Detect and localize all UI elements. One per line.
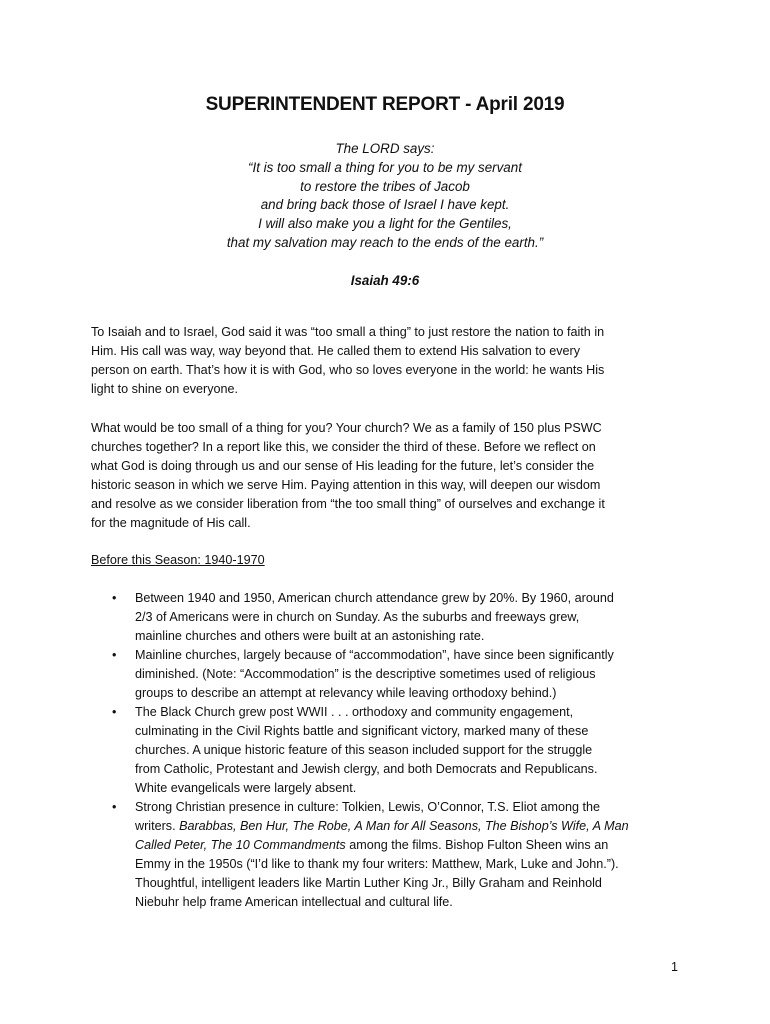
paragraph-line: person on earth. That’s how it is with God, who so loves everyone in the world: he wants His [91, 363, 605, 377]
page-number: 1 [670, 960, 678, 974]
film-titles: Called Peter, The 10 Commandments [135, 838, 346, 852]
list-item-line: Between 1940 and 1950, American church attendance grew by 20%. By 1960, around [135, 591, 614, 605]
paragraph-question [91, 419, 691, 533]
list-item-line: churches. A unique historic feature of this season included support for the struggle [135, 743, 593, 757]
bullet-icon: • [112, 591, 117, 605]
scripture-quote [0, 140, 770, 253]
list-item-line: White evangelicals were largely absent. [135, 781, 357, 795]
section-heading: Before this Season: 1940-1970 [91, 553, 265, 567]
list-item-line: diminished. (Note: “Accommodation” is the descriptive sometimes used of religious [135, 667, 596, 681]
bullet-icon: • [112, 800, 117, 814]
list-item-line: Mainline churches, largely because of “accommodation”, have since been significantly [135, 648, 614, 662]
list-item [112, 589, 712, 646]
verse-line: “It is too small a thing for you to be my servant [248, 159, 522, 175]
verse-line: that my salvation may reach to the ends of the earth.” [226, 234, 544, 250]
list-item-line: mainline churches and others were built at an astonishing rate. [135, 629, 485, 643]
list-item-line: groups to describe an attempt at relevancy while leaving orthodoxy behind.) [135, 686, 557, 700]
list-item [112, 798, 712, 912]
paragraph-line: what God is doing through us and our sense of His leading for the future, let’s consider the [91, 459, 595, 473]
paragraph-line: churches together? In a report like this, we consider the third of these. Before we reflect on [91, 440, 596, 454]
list-item-line: Niebuhr help frame American intellectual and cultural life. [135, 895, 453, 909]
list-item [112, 703, 712, 798]
verse-line: and bring back those of Israel I have kept. [260, 197, 510, 213]
page-title: SUPERINTENDENT REPORT - April 2019 [205, 94, 565, 115]
list-item-line: 2/3 of Americans were in church on Sunday. As the suburbs and freeways grew, [135, 610, 580, 624]
list-item-line: culminating in the Civil Rights battle and significant victory, marked many of these [135, 724, 589, 738]
paragraph-intro [91, 323, 691, 399]
list-item-line: Emmy in the 1950s (“I’d like to thank my four writers: Matthew, Mark, Luke and John.”). [135, 857, 619, 871]
verse-line: to restore the tribes of Jacob [300, 178, 470, 194]
film-titles: Barabbas, Ben Hur, The Robe, A Man for All Seasons, The Bishop’s Wife, A Man [179, 819, 629, 833]
list-item-line: The Black Church grew post WWII . . . orthodoxy and community engagement, [135, 705, 574, 719]
paragraph-line: for the magnitude of His call. [91, 516, 251, 530]
paragraph-line: What would be too small of a thing for you? Your church? We as a family of 150 plus PSWC [91, 421, 602, 435]
paragraph-line: Him. His call was way, way beyond that. He called them to extend His salvation to every [91, 344, 581, 358]
verse-line: The LORD says: [335, 141, 435, 156]
list-item-line: from Catholic, Protestant and Jewish clergy, and both Democrats and Republicans. [135, 762, 598, 776]
bullet-icon: • [112, 705, 117, 719]
list-item-line: Strong Christian presence in culture: Tolkien, Lewis, O’Connor, T.S. Eliot among the [135, 800, 601, 814]
paragraph-line: To Isaiah and to Israel, God said it was “too small a thing” to just restore the nation to faith in [91, 325, 605, 339]
list-item-line: Thoughtful, intelligent leaders like Martin Luther King Jr., Billy Graham and Reinhold [135, 876, 602, 890]
paragraph-line: historic season in which we serve Him. Paying attention in this way, will deepen our wisdom [91, 478, 601, 492]
list-item-text: among the films. Bishop Fulton Sheen wins an [345, 838, 609, 852]
bullet-icon: • [112, 648, 117, 662]
paragraph-line: light to shine on everyone. [91, 382, 239, 396]
bullet-list [112, 589, 712, 912]
list-item-line [135, 836, 712, 855]
paragraph-line: and resolve as we consider liberation from “the too small thing” of ourselves and exchange it [91, 497, 605, 511]
list-item-line [135, 817, 712, 836]
list-item [112, 646, 712, 703]
verse-line: I will also make you a light for the Gentiles, [258, 216, 512, 232]
list-item-text: writers. [135, 819, 180, 833]
scripture-reference: Isaiah 49:6 [350, 273, 420, 288]
